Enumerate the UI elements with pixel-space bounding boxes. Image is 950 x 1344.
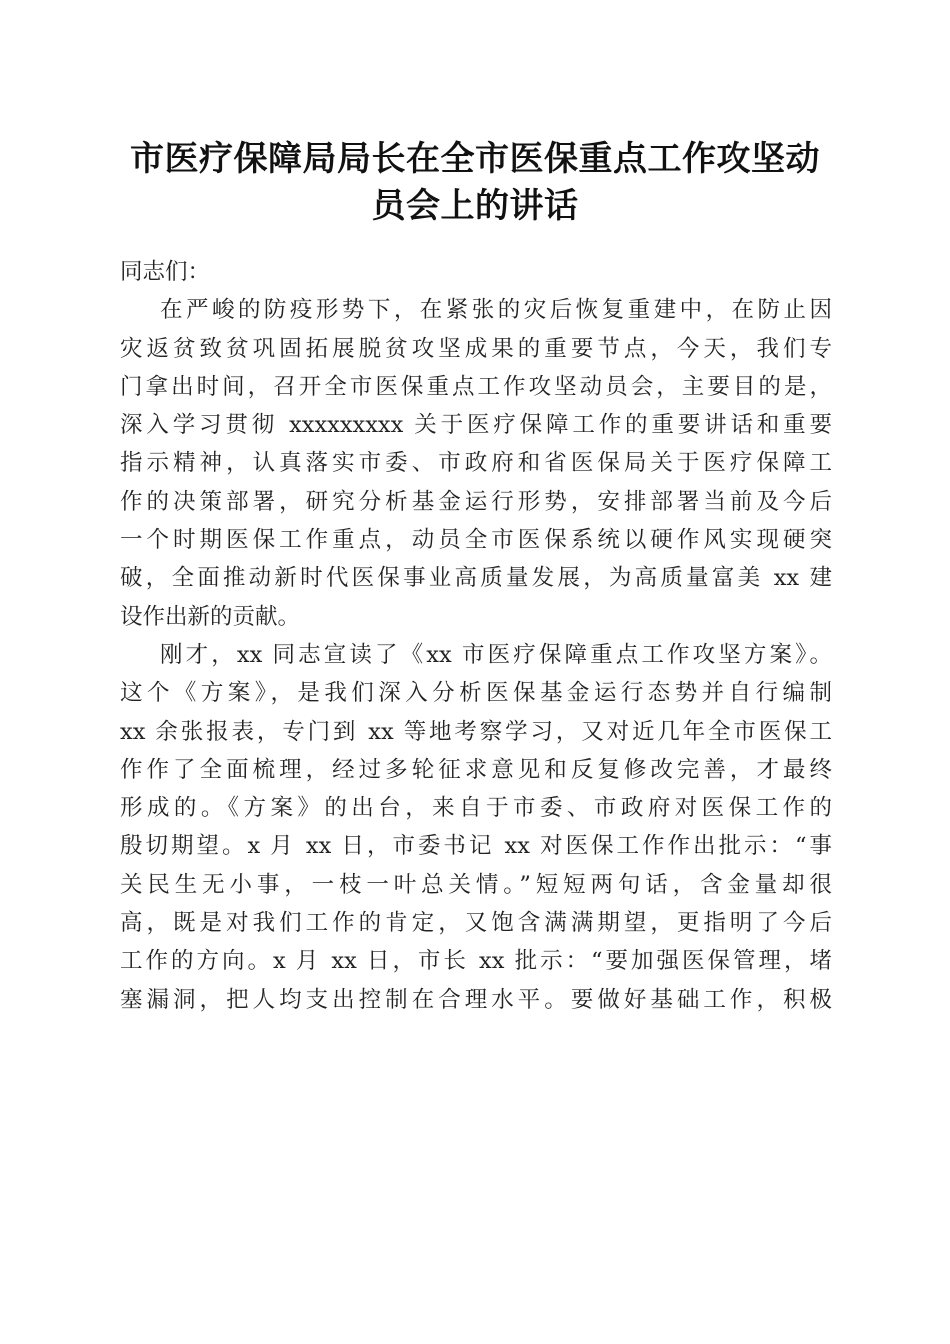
- paragraph-line: 形成的。《方案》的出台，来自于市委、市政府对医保工作的: [120, 795, 832, 822]
- paragraph-line: 塞漏洞，把人均支出控制在合理水平。要做好基础工作，积极: [120, 986, 832, 1013]
- paragraph-line: 灾返贫致贫巩固拓展脱贫攻坚成果的重要节点，今天，我们专: [120, 335, 832, 362]
- paragraph-line: 殷切期望。x 月 xx 日，市委书记 xx 对医保工作作出批示：“事: [120, 833, 832, 860]
- paragraph-line: 高，既是对我们工作的肯定，又饱含满满期望，更指明了今后: [120, 910, 832, 937]
- paragraph-1: [120, 291, 832, 636]
- paragraph-line: 门拿出时间，召开全市医保重点工作攻坚动员会，主要目的是，: [120, 373, 832, 400]
- paragraph-line: 作的决策部署，研究分析基金运行形势，安排部署当前及今后: [120, 488, 832, 515]
- paragraph-line: 设作出新的贡献。: [120, 603, 301, 630]
- paragraph-line: 刚才，xx 同志宣读了《xx 市医疗保障重点工作攻坚方案》。: [160, 641, 832, 668]
- paragraph-2: [120, 636, 832, 1019]
- salutation: 同志们：: [120, 259, 211, 285]
- paragraph-line: 深入学习贯彻 xxxxxxxxx 关于医疗保障工作的重要讲话和重要: [120, 412, 832, 439]
- paragraph-line: 指示精神，认真落实市委、市政府和省医保局关于医疗保障工: [120, 450, 832, 477]
- title-line-1: 市医疗保障局局长在全市医保重点工作攻坚动: [130, 139, 820, 179]
- paragraph-line: 在严峻的防疫形势下，在紧张的灾后恢复重建中，在防止因: [160, 297, 832, 324]
- paragraph-line: 工作的方向。x 月 xx 日，市长 xx 批示：“要加强医保管理，堵: [120, 948, 832, 975]
- paragraph-line: 这个《方案》，是我们深入分析医保基金运行态势并自行编制: [120, 680, 832, 707]
- paragraph-line: 一个时期医保工作重点，动员全市医保系统以硬作风实现硬突: [120, 527, 832, 554]
- paragraph-line: 关民生无小事，一枝一叶总关情。”短短两句话，含金量却很: [120, 871, 832, 898]
- paragraph-line: 破，全面推动新时代医保事业高质量发展，为高质量富美 xx 建: [120, 565, 832, 592]
- document-body: [120, 253, 832, 1019]
- paragraph-line: xx 余张报表，专门到 xx 等地考察学习，又对近几年全市医保工: [120, 718, 832, 745]
- document-title: [100, 136, 850, 230]
- paragraph-line: 作作了全面梳理，经过多轮征求意见和反复修改完善，才最终: [120, 756, 832, 783]
- title-line-2: 员会上的讲话: [371, 186, 579, 226]
